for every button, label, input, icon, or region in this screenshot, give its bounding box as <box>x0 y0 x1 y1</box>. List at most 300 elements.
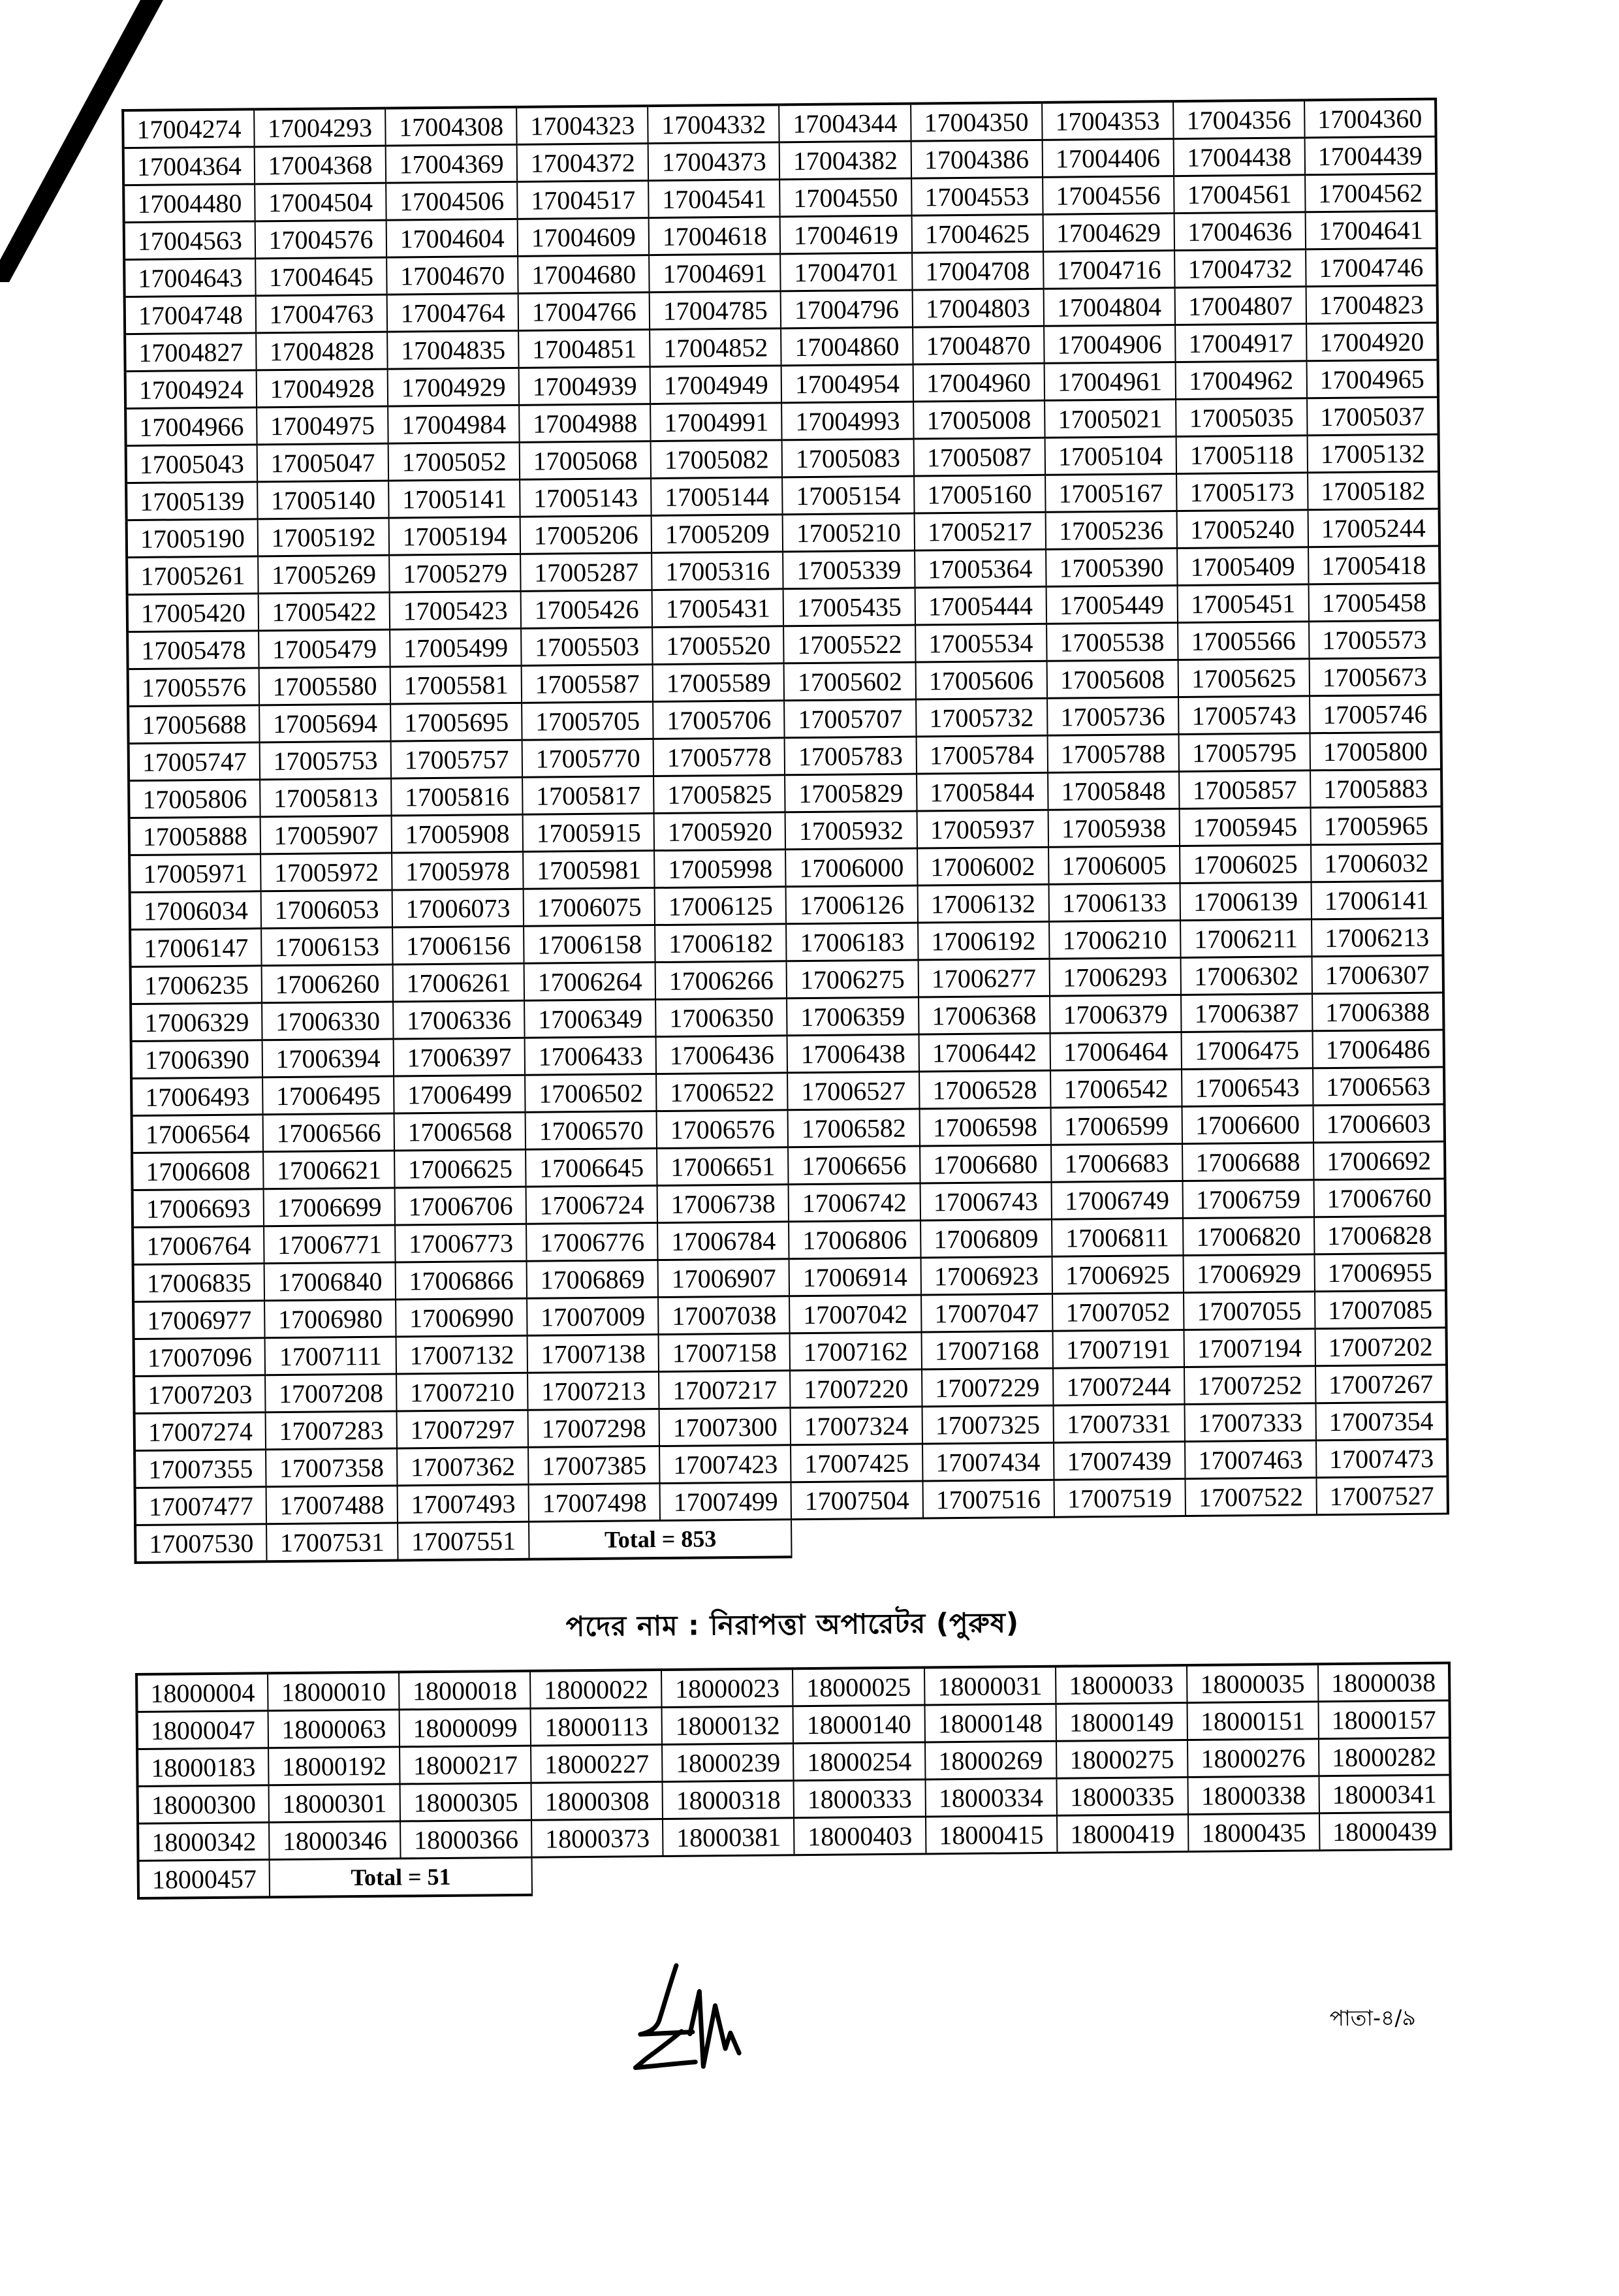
roll-number-cell: 17005736 <box>1047 697 1179 736</box>
roll-number-cell: 18000366 <box>400 1820 532 1858</box>
roll-number-cell: 17006388 <box>1312 993 1444 1031</box>
roll-number-cell: 17006264 <box>524 963 656 1001</box>
roll-number-cell: 17004604 <box>386 219 518 257</box>
roll-number-cell: 17006156 <box>392 926 524 965</box>
roll-number-cell: 17004991 <box>650 403 782 441</box>
roll-number-cell: 17006680 <box>920 1145 1052 1183</box>
roll-number-cell: 17005587 <box>522 665 653 703</box>
roll-number-cell: 17006502 <box>525 1074 657 1113</box>
roll-number-cell: 17005534 <box>915 624 1047 662</box>
roll-number-cell: 17005426 <box>521 590 653 629</box>
roll-number-cell: 17004708 <box>912 251 1044 290</box>
roll-number-cell: 17004344 <box>779 104 911 142</box>
roll-number-cell: 17006158 <box>524 925 655 964</box>
roll-number-cell: 18000018 <box>399 1671 531 1710</box>
roll-number-cell: 17006235 <box>131 966 262 1004</box>
roll-number-cell: 17005783 <box>785 737 917 775</box>
page-number-label: পাতা-৪/৯ <box>1329 2004 1417 2032</box>
total-value-cell: Total = 853 <box>529 1520 792 1559</box>
roll-number-cell: 17004860 <box>781 327 913 366</box>
roll-number-cell: 17004274 <box>123 109 255 148</box>
roll-number-cell: 17005829 <box>785 774 917 812</box>
roll-number-cell: 17007274 <box>134 1412 266 1451</box>
roll-number-cell: 17007085 <box>1315 1290 1447 1329</box>
roll-number-cell: 17007519 <box>1054 1478 1186 1517</box>
roll-number-cell: 17007194 <box>1184 1329 1315 1367</box>
roll-number-cell: 17006570 <box>526 1111 657 1150</box>
roll-number-cell: 17007267 <box>1315 1365 1447 1403</box>
roll-number-cell: 18000140 <box>793 1705 925 1744</box>
roll-number-cell: 17005888 <box>129 817 261 855</box>
roll-number-cell: 17004966 <box>125 407 257 446</box>
roll-number-cell: 17006600 <box>1182 1106 1313 1144</box>
roll-number-cell: 17005981 <box>523 851 655 889</box>
roll-number-cell: 17004372 <box>517 144 649 182</box>
roll-number-cell: 17006907 <box>658 1259 790 1298</box>
roll-number-cell: 17005409 <box>1177 547 1309 586</box>
roll-number-cell: 17007504 <box>791 1481 923 1520</box>
roll-number-cell: 17007220 <box>790 1369 922 1408</box>
roll-number-cell: 17007499 <box>660 1482 792 1521</box>
roll-number-cell: 17004517 <box>517 181 649 219</box>
roll-number-cell: 17005269 <box>258 555 390 594</box>
roll-number-cell: 17004308 <box>385 107 517 146</box>
roll-number-cell: 17005167 <box>1045 474 1177 513</box>
roll-number-cell: 17006053 <box>261 890 393 929</box>
roll-number-cell: 17005705 <box>522 702 653 741</box>
roll-number-cell: 18000047 <box>137 1711 269 1749</box>
empty-area <box>791 1514 1448 1557</box>
roll-number-cell: 18000415 <box>926 1815 1058 1854</box>
roll-number-cell: 17005938 <box>1048 809 1180 848</box>
roll-number-cell: 17005037 <box>1307 397 1439 436</box>
roll-number-cell: 17007355 <box>134 1450 266 1488</box>
roll-number-cell: 17004504 <box>255 183 386 221</box>
roll-number-cell: 17004332 <box>648 104 779 143</box>
roll-number-cell: 18000004 <box>136 1673 268 1712</box>
roll-number-cell: 17006806 <box>789 1220 921 1259</box>
signature-scribble <box>626 1959 797 2081</box>
roll-number-cell: 17004823 <box>1306 285 1438 324</box>
roll-number-cell: 17004763 <box>256 295 388 333</box>
roll-number-cell: 17004369 <box>386 144 518 183</box>
roll-number-cell: 18000341 <box>1319 1775 1451 1813</box>
roll-number-cell: 18000025 <box>793 1667 924 1706</box>
roll-number-cell: 17004746 <box>1306 248 1438 287</box>
roll-number-cell: 17005795 <box>1178 733 1310 772</box>
roll-number-cell: 17005236 <box>1045 511 1177 550</box>
roll-number-cell: 17005244 <box>1308 509 1439 547</box>
roll-number-cell: 17005261 <box>127 556 259 595</box>
roll-number-cell: 17006929 <box>1183 1254 1315 1293</box>
roll-number-cell: 17006141 <box>1311 881 1443 919</box>
roll-number-cell: 17004680 <box>518 255 650 294</box>
roll-number-cell: 17005608 <box>1046 660 1178 699</box>
roll-number-cell: 17006724 <box>526 1186 658 1224</box>
roll-number-cell: 18000276 <box>1187 1739 1319 1778</box>
roll-number-cell: 17007052 <box>1052 1293 1184 1331</box>
roll-number-cell: 17005047 <box>257 443 389 482</box>
roll-number-cell: 17006025 <box>1180 845 1312 884</box>
roll-number-cell: 18000239 <box>662 1744 794 1782</box>
roll-number-cell: 17006809 <box>920 1219 1052 1258</box>
roll-number-cell: 17006359 <box>787 997 919 1036</box>
roll-number-cell: 17005971 <box>129 854 261 893</box>
roll-number-cell: 17005140 <box>257 481 389 519</box>
roll-number-cell: 17004961 <box>1044 362 1176 401</box>
roll-number-cell: 17006706 <box>395 1187 527 1225</box>
roll-number-cell: 17005390 <box>1046 549 1178 587</box>
roll-number-cell: 18000338 <box>1187 1776 1319 1815</box>
roll-number-cell: 17005154 <box>783 476 915 515</box>
roll-number-cell: 17006293 <box>1049 958 1181 997</box>
roll-number-cell: 17006828 <box>1314 1216 1446 1254</box>
roll-number-cell: 17005339 <box>783 550 915 589</box>
roll-number-cell: 18000254 <box>793 1742 925 1781</box>
roll-number-cell: 17005082 <box>651 440 783 479</box>
roll-number-cell: 17004609 <box>518 218 650 257</box>
roll-number-cell: 18000342 <box>138 1823 270 1861</box>
roll-number-cell: 17004988 <box>519 404 651 443</box>
roll-number-cell: 17005606 <box>915 661 1047 699</box>
roll-number-cell: 17006522 <box>656 1073 788 1111</box>
roll-number-cell: 17005418 <box>1308 546 1440 584</box>
roll-number-cell: 18000300 <box>138 1785 270 1824</box>
roll-number-cell: 17005747 <box>129 742 260 781</box>
roll-number-cell: 17005035 <box>1176 398 1308 437</box>
roll-number-cell: 17005694 <box>259 704 391 742</box>
roll-number-cell: 17006183 <box>787 923 919 961</box>
roll-number-cell: 17004382 <box>779 141 911 180</box>
roll-number-cell: 17005573 <box>1309 620 1441 659</box>
roll-number-cell: 18000099 <box>400 1708 531 1747</box>
roll-number-cell: 17005083 <box>782 439 914 477</box>
roll-number-cell: 17005190 <box>127 519 259 558</box>
roll-number-cell: 17007229 <box>922 1368 1054 1407</box>
roll-number-cell: 18000149 <box>1056 1702 1187 1741</box>
roll-number-cell: 17006349 <box>524 1000 656 1038</box>
roll-number-cell: 17006977 <box>133 1301 265 1339</box>
roll-number-cell: 17006495 <box>262 1076 394 1115</box>
roll-number-cell: 18000373 <box>531 1819 663 1857</box>
roll-number-cell: 18000308 <box>531 1782 663 1821</box>
roll-number-cell: 17004917 <box>1175 324 1307 362</box>
roll-number-cell: 17007425 <box>791 1444 922 1482</box>
roll-number-cell: 17004625 <box>911 214 1043 253</box>
roll-number-cell: 17005883 <box>1310 769 1442 808</box>
roll-number-cell: 17004293 <box>254 108 386 147</box>
roll-number-cell: 17007473 <box>1316 1439 1448 1478</box>
roll-number-cell: 17007439 <box>1054 1442 1186 1480</box>
roll-number-cell: 18000023 <box>661 1668 793 1707</box>
roll-number-cell: 17006621 <box>263 1151 395 1189</box>
roll-number-cell: 17006598 <box>919 1108 1051 1146</box>
roll-number-cell: 17004353 <box>1042 101 1174 140</box>
roll-number-cell: 17007203 <box>134 1375 266 1414</box>
roll-number-cell: 17005104 <box>1045 437 1176 475</box>
total-value-cell: Total = 51 <box>270 1857 533 1897</box>
roll-number-cell: 17005052 <box>388 442 520 481</box>
roll-number-cell: 17007516 <box>922 1480 1054 1518</box>
roll-number-cell: 17004965 <box>1306 360 1438 398</box>
roll-number-cell: 17006213 <box>1312 918 1443 957</box>
roll-number-cell: 17005210 <box>783 513 915 552</box>
roll-number-cell: 17005141 <box>388 479 520 518</box>
roll-number-cell: 17006261 <box>393 963 525 1002</box>
roll-number-cell: 17006990 <box>396 1298 527 1337</box>
roll-number-cell: 17006277 <box>918 959 1050 997</box>
roll-number-cell: 17006000 <box>786 848 918 887</box>
roll-number-cell: 17004670 <box>386 256 518 295</box>
roll-number-cell: 17007055 <box>1184 1292 1315 1330</box>
roll-number-cell: 17007213 <box>527 1372 659 1411</box>
roll-number-cell: 18000035 <box>1187 1664 1319 1702</box>
roll-number-cell: 17006820 <box>1183 1217 1315 1256</box>
roll-number-cell: 17005287 <box>520 553 652 592</box>
roll-number-cell: 17006771 <box>264 1225 396 1264</box>
roll-number-cell: 17004920 <box>1306 323 1438 361</box>
roll-number-cell: 17004929 <box>388 368 520 406</box>
roll-number-cell: 17006811 <box>1052 1219 1184 1257</box>
roll-number-cell: 17005673 <box>1309 658 1441 696</box>
roll-number-cell: 17006683 <box>1051 1144 1183 1183</box>
roll-number-cell: 17006329 <box>131 1003 262 1042</box>
roll-number-cell: 17004619 <box>780 215 912 254</box>
roll-number-cell: 17004438 <box>1173 138 1305 176</box>
roll-number-cell: 17006656 <box>789 1146 920 1185</box>
roll-number-table-2-security-operator <box>135 1661 1453 1900</box>
roll-number-cell: 17004323 <box>516 106 648 144</box>
roll-number-cell: 17007283 <box>266 1411 398 1450</box>
roll-number-cell: 17004641 <box>1305 211 1437 249</box>
roll-number-cell: 17007158 <box>659 1333 791 1372</box>
roll-number-cell: 17005021 <box>1045 400 1176 438</box>
roll-number-cell: 18000346 <box>269 1821 401 1860</box>
roll-number-cell: 17005118 <box>1176 436 1308 474</box>
roll-number-cell: 17005479 <box>259 630 390 668</box>
roll-number-cell: 18000063 <box>268 1710 400 1748</box>
roll-number-cell: 17004748 <box>125 296 257 334</box>
roll-number-cell: 17005458 <box>1308 583 1440 622</box>
roll-number-cell: 17005499 <box>390 628 522 667</box>
roll-number-cell: 17005576 <box>128 668 260 707</box>
roll-number-cell: 17006743 <box>920 1182 1052 1220</box>
roll-number-cell: 17004807 <box>1174 287 1306 325</box>
roll-number-cell: 17006153 <box>261 927 393 966</box>
roll-number-cell: 17005972 <box>260 853 392 891</box>
roll-number-cell: 17007324 <box>791 1407 922 1445</box>
roll-number-cell: 17004962 <box>1175 361 1307 400</box>
roll-number-cell: 17006336 <box>393 1000 525 1039</box>
roll-number-cell: 17007331 <box>1053 1405 1185 1443</box>
roll-number-cell: 17004960 <box>913 363 1045 402</box>
roll-number-cell: 17005816 <box>391 777 523 816</box>
roll-number-cell: 17005857 <box>1179 771 1311 809</box>
roll-number-cell: 17004360 <box>1304 99 1436 138</box>
roll-number-cell: 18000457 <box>138 1860 270 1898</box>
roll-number-cell: 17004851 <box>518 330 650 368</box>
roll-number-cell: 17004975 <box>257 406 388 445</box>
roll-number-cell: 17006527 <box>788 1072 920 1110</box>
roll-number-cell: 17006302 <box>1180 957 1312 995</box>
roll-number-cell: 17005581 <box>390 665 522 704</box>
roll-number-cell: 17004506 <box>386 182 518 220</box>
roll-number-cell: 17004645 <box>255 257 387 296</box>
roll-number-cell: 17005478 <box>127 631 259 669</box>
roll-number-cell: 17006390 <box>131 1040 263 1079</box>
roll-number-cell: 17005192 <box>258 518 390 556</box>
roll-number-cell: 17004691 <box>649 254 781 293</box>
roll-number-cell: 18000148 <box>924 1704 1056 1742</box>
roll-number-cell: 17007498 <box>529 1484 661 1522</box>
roll-number-cell: 17004924 <box>125 370 257 409</box>
roll-number-cell: 17004852 <box>650 328 781 367</box>
roll-number-cell: 17005435 <box>783 588 915 626</box>
roll-number-cell: 17005753 <box>260 741 392 780</box>
roll-number-cell: 17005945 <box>1179 808 1311 846</box>
roll-number-cell: 17006543 <box>1182 1068 1313 1107</box>
roll-number-cell: 17006563 <box>1313 1067 1445 1106</box>
roll-number-cell: 17006955 <box>1314 1253 1446 1292</box>
roll-number-cell: 17007463 <box>1185 1441 1317 1479</box>
roll-number-cell: 17005743 <box>1178 696 1310 735</box>
roll-number-cell: 17006645 <box>526 1149 657 1187</box>
roll-number-cell: 17006699 <box>264 1188 396 1226</box>
roll-number-cell: 17005813 <box>260 778 392 817</box>
roll-number-cell: 17005817 <box>522 776 654 815</box>
roll-number-cell: 17006692 <box>1313 1141 1445 1180</box>
roll-number-cell: 17006528 <box>919 1070 1051 1109</box>
roll-number-cell: 17006266 <box>655 961 787 1000</box>
roll-number-cell: 17006493 <box>131 1077 263 1116</box>
roll-number-cell: 17007111 <box>265 1337 397 1375</box>
roll-number-cell: 17004636 <box>1174 212 1306 251</box>
roll-number-cell: 17004804 <box>1043 288 1175 327</box>
roll-number-cell: 17005566 <box>1178 622 1310 660</box>
roll-number-cell: 17004827 <box>125 333 257 372</box>
roll-number-cell: 17006126 <box>786 885 918 924</box>
roll-number-cell: 17006433 <box>525 1037 657 1076</box>
roll-number-cell: 17006125 <box>655 887 787 925</box>
roll-number-cell: 17007191 <box>1052 1330 1184 1369</box>
roll-number-cell: 17007132 <box>396 1335 528 1374</box>
roll-number-cell: 17006073 <box>392 889 524 927</box>
roll-number-cell: 17006464 <box>1050 1032 1182 1071</box>
roll-number-cell: 17005707 <box>785 699 917 738</box>
roll-number-cell: 17005688 <box>128 705 260 744</box>
roll-number-cell: 17005449 <box>1046 586 1178 624</box>
roll-number-cell: 17005915 <box>523 814 655 852</box>
roll-number-cell: 17006693 <box>133 1189 264 1228</box>
roll-number-cell: 17004701 <box>781 253 913 291</box>
roll-number-cell: 18000038 <box>1318 1663 1450 1701</box>
roll-number-cell: 17005451 <box>1177 584 1309 623</box>
roll-number-cell: 18000282 <box>1319 1738 1451 1776</box>
roll-number-cell: 17006132 <box>917 884 1049 923</box>
roll-number-cell: 18000381 <box>663 1818 794 1857</box>
roll-number-cell: 17006139 <box>1180 882 1312 921</box>
roll-number-cell: 17006576 <box>657 1110 789 1149</box>
roll-number-cell: 18000217 <box>400 1746 531 1784</box>
roll-number-cell: 17006542 <box>1050 1070 1182 1108</box>
roll-number-cell: 17005908 <box>392 814 524 853</box>
roll-number-cell: 18000227 <box>531 1745 663 1783</box>
roll-number-cell: 17004835 <box>387 330 519 369</box>
roll-number-cell: 18000010 <box>268 1672 400 1711</box>
roll-number-cell: 17007042 <box>789 1295 921 1333</box>
roll-number-cell: 17004406 <box>1042 139 1174 178</box>
roll-number-cell: 17005538 <box>1046 623 1178 662</box>
roll-number-cell: 18000419 <box>1057 1814 1189 1853</box>
roll-number-cell: 17004550 <box>780 178 912 217</box>
roll-number-cell: 17005194 <box>389 517 521 555</box>
roll-number-cell: 17006182 <box>655 924 787 963</box>
roll-number-cell: 17006210 <box>1049 921 1181 959</box>
roll-number-cell: 17005770 <box>522 739 654 778</box>
roll-number-cell: 17007038 <box>658 1296 790 1335</box>
roll-number-cell: 17004576 <box>255 220 387 259</box>
roll-number-cell: 17007009 <box>527 1298 659 1336</box>
roll-number-cell: 17005800 <box>1310 732 1441 771</box>
roll-number-cell: 17006764 <box>133 1226 264 1265</box>
roll-number-cell: 17005589 <box>653 663 785 702</box>
roll-number-cell: 17007493 <box>398 1484 529 1523</box>
roll-number-cell: 17005279 <box>389 554 521 592</box>
roll-number-cell: 17007168 <box>921 1331 1053 1369</box>
roll-number-cell: 17006032 <box>1311 844 1443 882</box>
roll-number-cell: 17007362 <box>397 1447 529 1486</box>
roll-number-cell: 17007477 <box>135 1487 267 1525</box>
empty-area <box>532 1849 1451 1895</box>
roll-number-cell: 17005043 <box>126 445 258 483</box>
roll-number-cell: 17007522 <box>1185 1478 1317 1516</box>
roll-number-cell: 17005825 <box>653 775 785 814</box>
roll-number-cell: 17006784 <box>657 1222 789 1260</box>
roll-number-cell: 17006211 <box>1180 919 1312 958</box>
roll-number-cell: 17005784 <box>916 735 1048 774</box>
roll-number-cell: 17006749 <box>1051 1181 1183 1220</box>
roll-number-cell: 17007531 <box>266 1523 398 1561</box>
roll-number-cell: 17004870 <box>913 326 1045 364</box>
roll-number-cell: 18000439 <box>1319 1812 1451 1851</box>
roll-number-cell: 17007162 <box>790 1332 922 1371</box>
roll-number-cell: 17005132 <box>1307 434 1439 473</box>
roll-number-cell: 17005423 <box>390 591 522 630</box>
roll-number-cell: 17007300 <box>659 1408 791 1446</box>
roll-number-cell: 17006002 <box>917 847 1049 885</box>
roll-number-cell: 17006147 <box>130 929 262 967</box>
roll-number-cell: 18000031 <box>924 1666 1056 1705</box>
roll-number-cell: 17004480 <box>123 184 255 223</box>
roll-number-cell: 17007385 <box>528 1446 660 1485</box>
roll-number-cell: 18000157 <box>1318 1700 1450 1739</box>
roll-number-cell: 17006330 <box>262 1002 394 1040</box>
roll-number-cell: 17006923 <box>920 1256 1052 1295</box>
roll-number-cell: 17005907 <box>260 816 392 854</box>
roll-number-cell: 17004562 <box>1305 174 1437 212</box>
roll-number-cell: 17006475 <box>1181 1031 1313 1070</box>
roll-number-cell: 17005580 <box>259 667 391 705</box>
roll-number-cell: 17006914 <box>789 1258 921 1296</box>
roll-number-cell: 17007423 <box>659 1445 791 1484</box>
roll-number-cell: 18000033 <box>1056 1665 1187 1704</box>
roll-number-cell: 17006368 <box>919 996 1050 1034</box>
roll-number-cell: 18000435 <box>1188 1813 1320 1852</box>
roll-number-cell: 17005920 <box>654 812 786 851</box>
roll-number-cell: 18000269 <box>925 1741 1057 1779</box>
roll-number-cell: 17005364 <box>915 549 1046 588</box>
roll-number-cell: 17006436 <box>656 1036 788 1074</box>
